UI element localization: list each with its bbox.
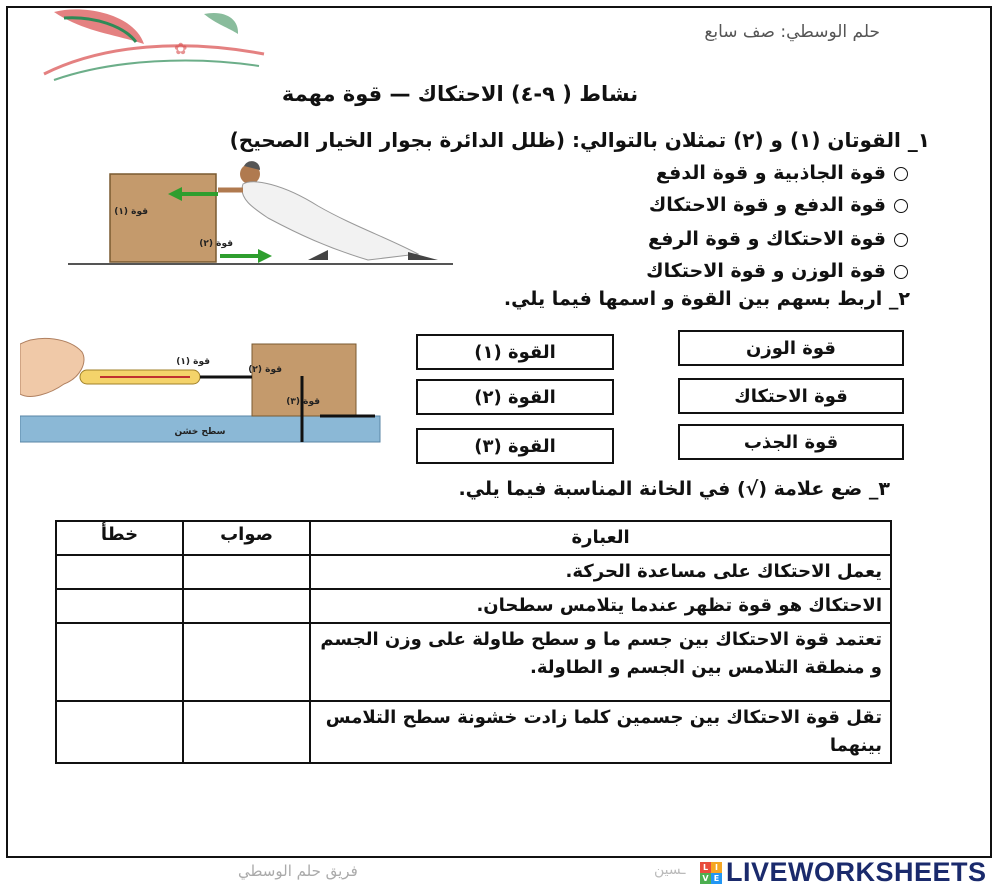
right-cell[interactable] bbox=[183, 555, 310, 589]
q1-figure-pushing-box bbox=[68, 156, 458, 268]
table-row bbox=[56, 701, 891, 763]
activity-title: نشاط ( ٩-٤) الاحتكاك — قوة مهمة bbox=[281, 82, 639, 106]
header-right: صواب bbox=[183, 521, 310, 555]
force-1-label: قوة (١) bbox=[114, 207, 148, 217]
statement-cell: الاحتكاك هو قوة تظهر عندما يتلامس سطحان. bbox=[310, 589, 891, 623]
f2-label: قوة (٢) bbox=[248, 365, 282, 375]
statement-cell: تعتمد قوة الاحتكاك بين جسم ما و سطح طاولة على وزن الجسم و منطقة التلامس بين الجسم و الطاولة. bbox=[310, 623, 891, 701]
q1-option-1[interactable]: قوة الجاذبية و قوة الدفع bbox=[656, 162, 908, 184]
question-1-prompt: ١_ القوتان (١) و (٢) تمثلان بالتوالي: (ظلل الدائرة بجوار الخيار الصحيح) bbox=[229, 128, 930, 152]
force-box-2[interactable]: القوة (٢) bbox=[416, 379, 614, 415]
school-logo-icon bbox=[24, 4, 274, 84]
q2-figure-pulling-box bbox=[20, 334, 382, 444]
right-cell[interactable] bbox=[183, 589, 310, 623]
statement-cell: تقل قوة الاحتكاك بين جسمين كلما زادت خشونة سطح التلامس بينهما bbox=[310, 701, 891, 763]
true-false-table bbox=[55, 520, 892, 764]
header-statement: العبارة bbox=[310, 521, 891, 555]
name-box-pull[interactable]: قوة الجذب bbox=[678, 424, 904, 460]
liveworksheets-logo[interactable] bbox=[700, 857, 987, 888]
force-2-arrow-icon bbox=[258, 249, 272, 263]
radio-circle-icon[interactable] bbox=[894, 233, 908, 247]
name-box-weight[interactable]: قوة الوزن bbox=[678, 330, 904, 366]
wrong-cell[interactable] bbox=[56, 623, 183, 701]
radio-circle-icon[interactable] bbox=[894, 199, 908, 213]
wrong-cell[interactable] bbox=[56, 555, 183, 589]
question-2-prompt: ٢_ اربط بسهم بين القوة و اسمها فيما يلي. bbox=[503, 288, 910, 310]
f1-label: قوة (١) bbox=[176, 357, 210, 367]
f3-label: قوة (٣) bbox=[286, 397, 320, 407]
teacher-line: حلم الوسطي: صف سابع bbox=[704, 22, 880, 42]
name-box-friction[interactable]: قوة الاحتكاك bbox=[678, 378, 904, 414]
right-cell[interactable] bbox=[183, 701, 310, 763]
force-box-1[interactable]: القوة (١) bbox=[416, 334, 614, 370]
table-header-row bbox=[56, 521, 891, 555]
header-wrong: خطأ bbox=[56, 521, 183, 555]
svg-text:✿: ✿ bbox=[174, 39, 188, 58]
wrong-cell[interactable] bbox=[56, 589, 183, 623]
statement-cell: يعمل الاحتكاك على مساعدة الحركة. bbox=[310, 555, 891, 589]
question-3-prompt: ٣_ ضع علامة (√) في الخانة المناسبة فيما يلي. bbox=[458, 478, 890, 500]
hand-icon bbox=[20, 338, 84, 396]
liveworksheets-brand-text: LIVEWORKSHEETS bbox=[726, 857, 987, 887]
q1-option-2[interactable]: قوة الدفع و قوة الاحتكاك bbox=[649, 194, 908, 216]
right-cell[interactable] bbox=[183, 623, 310, 701]
man-pushing-icon bbox=[218, 161, 438, 260]
force-2-label: قوة (٢) bbox=[199, 239, 233, 249]
q1-option-3[interactable]: قوة الاحتكاك و قوة الرفع bbox=[648, 228, 908, 250]
liveworksheets-badge-icon: L I V E bbox=[700, 862, 722, 884]
wrong-cell[interactable] bbox=[56, 701, 183, 763]
q1-option-4[interactable]: قوة الوزن و قوة الاحتكاك bbox=[646, 260, 908, 282]
table-row bbox=[56, 623, 891, 701]
force-box-3[interactable]: القوة (٣) bbox=[416, 428, 614, 464]
radio-circle-icon[interactable] bbox=[894, 265, 908, 279]
radio-circle-icon[interactable] bbox=[894, 167, 908, 181]
table-row bbox=[56, 589, 891, 623]
footer-team: فريق حلم الوسطي bbox=[238, 862, 358, 880]
table-row bbox=[56, 555, 891, 589]
footer-partial-text: ـسين bbox=[654, 862, 686, 878]
surface-label: سطح خشن bbox=[174, 427, 226, 437]
